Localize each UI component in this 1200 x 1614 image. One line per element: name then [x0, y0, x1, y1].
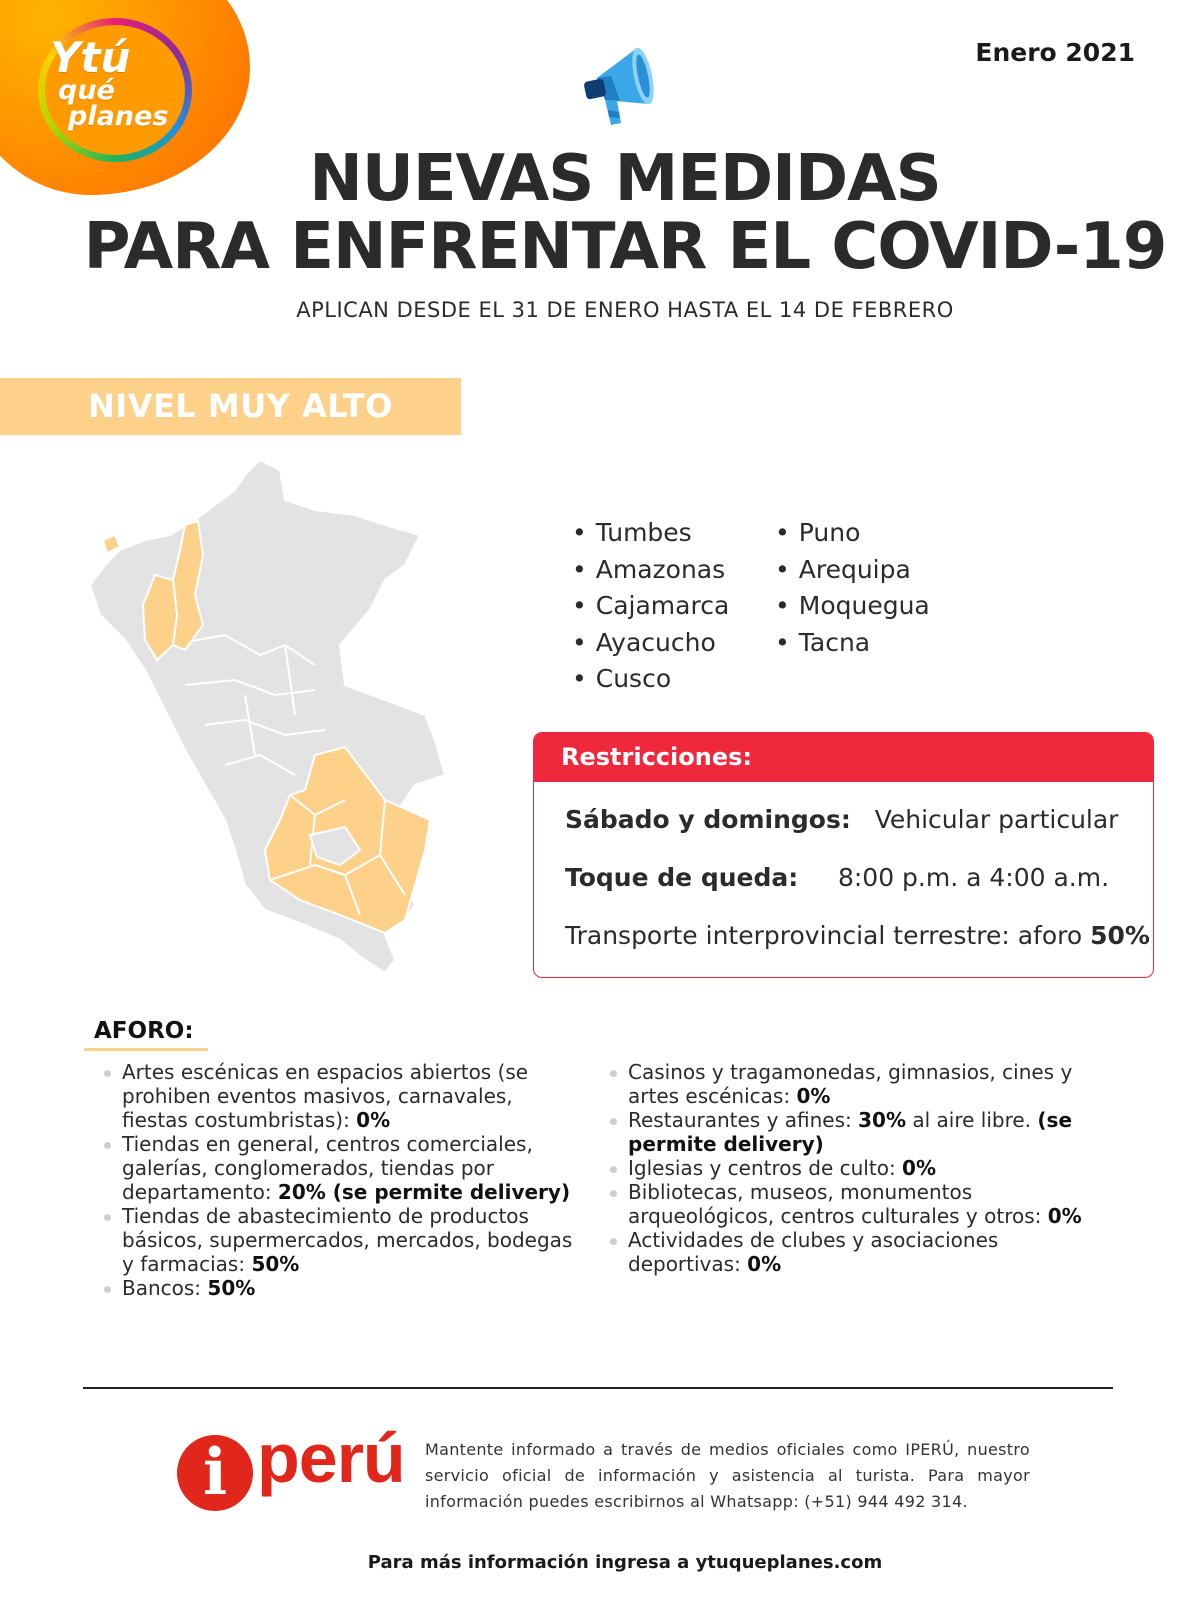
- aforo-list-right: [590, 1060, 1090, 1276]
- region-item: • Cajamarca: [572, 588, 729, 625]
- date-label: Enero 2021: [975, 38, 1135, 67]
- restriction-curfew-label: Toque de queda:: [565, 863, 799, 892]
- title-line-1: NUEVAS MEDIDAS: [309, 142, 941, 216]
- footer-website-text: Para más información ingresa a ytuqueplanes.com: [367, 1552, 883, 1573]
- iperu-logo-text: perú: [257, 1419, 405, 1497]
- aforo-item: [590, 1108, 1090, 1156]
- logo-line-3: planes: [68, 100, 169, 132]
- region-item: • Ayacucho: [572, 625, 729, 662]
- aforo-item: [84, 1060, 584, 1132]
- aforo-item: [590, 1060, 1090, 1108]
- aforo-item-text: Tiendas en general, centros comerciales, galerías, conglomerados, tiendas por departamento:: [122, 1132, 533, 1204]
- aforo-item: [590, 1156, 1090, 1180]
- regions-list-2: [775, 515, 930, 661]
- logo-line-2: qué: [58, 74, 115, 106]
- aforo-item-text: Casinos y tragamonedas, gimnasios, cines y artes escénicas:: [628, 1060, 1073, 1108]
- aforo-item-value: 30%: [858, 1108, 906, 1132]
- aforo-item-value: 0%: [747, 1252, 782, 1276]
- aforo-item: [590, 1228, 1090, 1276]
- aforo-item-value: 0%: [1047, 1204, 1082, 1228]
- footer-divider: [83, 1387, 1113, 1389]
- aforo-item-text: Bancos:: [122, 1276, 208, 1300]
- restriction-weekend-label: Sábado y domingos:: [565, 805, 851, 834]
- aforo-item-text: Restaurantes y afines:: [628, 1108, 859, 1132]
- restriction-transport-text: Transporte interprovincial terrestre: aforo: [565, 921, 1091, 950]
- footer-note: Mantente informado a través de medios oficiales como IPERÚ, nuestro servicio oficial de información y asistencia al turista. Para mayor información puedes escribirnos al Whatsapp: (+51) 944 492 314.: [425, 1440, 1030, 1511]
- region-item: • Cusco: [572, 661, 729, 698]
- restrictions-title: Restricciones:: [561, 743, 752, 771]
- restriction-weekend: [565, 805, 1118, 834]
- aforo-item: [84, 1276, 584, 1300]
- restriction-curfew: [565, 863, 1109, 892]
- aforo-item-value: 0%: [902, 1156, 937, 1180]
- region-item: • Amazonas: [572, 552, 729, 589]
- aforo-item-value: (se permite delivery): [628, 1108, 1073, 1156]
- restrictions-card: [533, 732, 1154, 978]
- iperu-logo-icon: i: [177, 1435, 253, 1511]
- aforo-item-value: 0%: [356, 1108, 391, 1132]
- aforo-item-text: Actividades de clubes y asociaciones deportivas:: [628, 1228, 999, 1276]
- restriction-transport-value: 50%: [1090, 921, 1150, 950]
- restriction-weekend-value: Vehicular particular: [874, 805, 1119, 834]
- region-item: • Tacna: [775, 625, 930, 662]
- aforo-item: [590, 1180, 1090, 1228]
- aforo-item: [84, 1204, 584, 1276]
- region-item: • Tumbes: [572, 515, 729, 552]
- peru-map: [85, 455, 465, 985]
- aforo-item-value: 50%: [207, 1276, 256, 1300]
- aforo-item-value: 20% (se permite delivery): [277, 1180, 571, 1204]
- ytuqueplanes-logo: [50, 33, 190, 132]
- region-item: • Arequipa: [775, 552, 930, 589]
- title-line-2: PARA ENFRENTAR EL COVID-19: [83, 210, 1167, 284]
- aforo-title: AFORO:: [94, 1018, 194, 1044]
- region-item: • Moquegua: [775, 588, 930, 625]
- aforo-item-text: al aire libre.: [906, 1108, 1038, 1132]
- aforo-item: [84, 1132, 584, 1204]
- aforo-list-left: [84, 1060, 584, 1300]
- logo-line-1: Ytú: [50, 33, 131, 82]
- aforo-item-value: 0%: [796, 1084, 831, 1108]
- page-title: [0, 142, 1200, 284]
- megaphone-icon: [575, 30, 675, 130]
- aforo-item-text: Tiendas de abastecimiento de productos básicos, supermercados, mercados, bodegas y farmacias:: [122, 1204, 573, 1276]
- region-item: • Puno: [775, 515, 930, 552]
- aforo-item-text: Artes escénicas en espacios abiertos (se prohiben eventos masivos, carnavales, fiestas costumbristas):: [122, 1060, 529, 1132]
- restriction-curfew-value: 8:00 p.m. a 4:00 a.m.: [837, 863, 1110, 892]
- aforo-underline: [84, 1048, 208, 1051]
- aforo-item-value: 50%: [251, 1252, 300, 1276]
- regions-list-1: [572, 515, 729, 698]
- level-label: NIVEL MUY ALTO: [88, 387, 393, 425]
- aforo-item-text: Bibliotecas, museos, monumentos arqueológicos, centros culturales y otros:: [628, 1180, 1048, 1228]
- page-subtitle: APLICAN DESDE EL 31 DE ENERO HASTA EL 14 DE FEBRERO: [296, 298, 954, 322]
- restriction-transport: [565, 921, 1150, 950]
- aforo-item-text: Iglesias y centros de culto:: [628, 1156, 903, 1180]
